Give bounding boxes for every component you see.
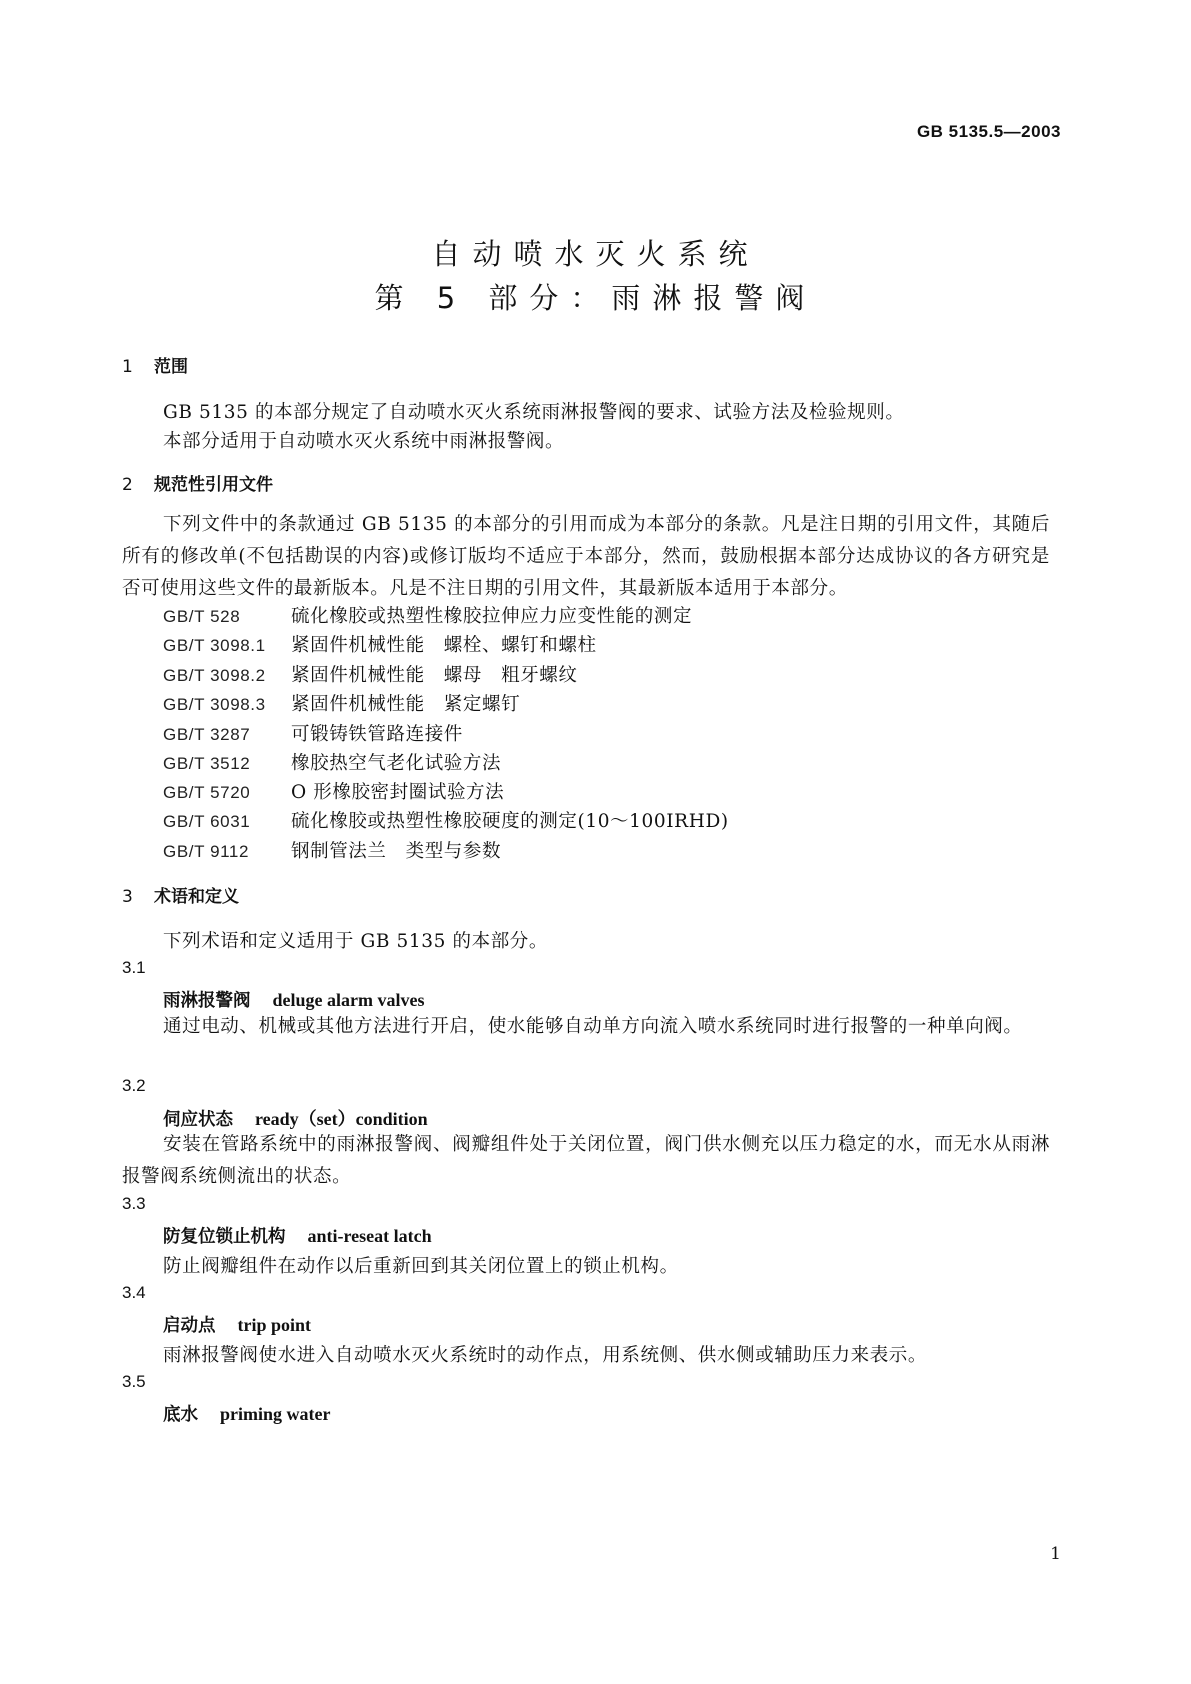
term-definition: 防止阀瓣组件在动作以后重新回到其关闭位置上的锁止机构。 [163,1256,679,1277]
section-3-intro: 下列术语和定义适用于 GB 5135 的本部分。 [163,931,548,952]
clause-number: 3.5 [122,1372,146,1391]
section-number: 1 [122,357,133,377]
term-en: anti-reseat latch [307,1226,432,1246]
reference-title: O 形橡胶密封圈试验方法 [291,782,505,803]
term-zh: 底水 [163,1405,198,1425]
reference-item [163,631,597,657]
reference-title: 紧固件机械性能 紧定螺钉 [291,694,521,715]
reference-title: 紧固件机械性能 螺母 粗牙螺纹 [291,665,578,686]
reference-item [163,778,504,804]
section-title: 范围 [154,357,188,377]
section-2-intro: 下列文件中的条款通过 GB 5135 的本部分的引用而成为本部分的条款。凡是注日期的引用文件，其随后所有的修改单(不包括勘误的内容)或修订版均不适应于本部分，然而，鼓励根据本部分达成协议的各方研究是否可使用这些文件的最新版本。凡是不注日期的引用文件，其最新版本适用于本部分。 [122,514,1050,599]
term-title [163,1105,428,1131]
standard-code: GB 5135.5—2003 [916,122,1061,141]
term-zh: 启动点 [163,1316,216,1336]
reference-code: GB/T 3512 [163,754,251,773]
reference-item [163,602,692,628]
reference-code: GB/T 5720 [163,783,251,802]
reference-code: GB/T 528 [163,607,241,626]
reference-code: GB/T 3098.3 [163,695,266,714]
page-number: 1 [1050,1544,1061,1564]
term-zh: 防复位锁止机构 [163,1227,286,1247]
term-definition: 安装在管路系统中的雨淋报警阀、阀瓣组件处于关闭位置，阀门供水侧充以压力稳定的水，而无水从雨淋报警阀系统侧流出的状态。 [122,1134,1050,1187]
reference-code: GB/T 3098.1 [163,636,266,655]
reference-item [163,807,729,833]
section-title: 术语和定义 [154,887,239,907]
term-zh: 雨淋报警阀 [163,991,251,1011]
term-title [163,1401,330,1426]
section-number: 3 [122,887,133,907]
clause-number: 3.2 [122,1076,146,1095]
reference-code: GB/T 3098.2 [163,666,266,685]
reference-item [163,661,578,687]
term-en: deluge alarm valves [272,990,425,1010]
reference-code: GB/T 3287 [163,725,251,744]
reference-item [163,749,501,775]
clause-number: 3.3 [122,1194,146,1213]
term-title [163,987,424,1012]
reference-title: 紧固件机械性能 螺栓、螺钉和螺柱 [291,635,597,656]
term-definition: 雨淋报警阀使水进入自动喷水灭火系统时的动作点，用系统侧、供水侧或辅助压力来表示。 [163,1345,928,1366]
section-1-paragraph-2: 本部分适用于自动喷水灭火系统中雨淋报警阀。 [163,431,565,452]
reference-item [163,837,501,863]
section-1-paragraph-1: GB 5135 的本部分规定了自动喷水灭火系统雨淋报警阀的要求、试验方法及检验规则。 [163,402,905,423]
section-3-heading [122,882,239,907]
clause-number: 3.1 [122,958,146,977]
section-title: 规范性引用文件 [154,475,273,495]
section-2-heading [122,470,273,495]
reference-title: 可锻铸铁管路连接件 [291,724,463,745]
term-en: trip point [237,1315,312,1335]
document-title-line2: 第 5 部分：雨淋报警阀 [374,281,817,315]
term-zh: 伺应状态 [163,1110,233,1130]
section-1-heading [122,352,188,377]
term-en: priming water [220,1404,331,1424]
reference-code: GB/T 9112 [163,842,250,861]
term-en: ready（set）condition [255,1109,428,1129]
reference-title: 硫化橡胶或热塑性橡胶拉伸应力应变性能的测定 [291,606,693,627]
reference-code: GB/T 6031 [163,812,251,831]
clause-number: 3.4 [122,1283,146,1302]
reference-title: 硫化橡胶或热塑性橡胶硬度的测定(10～100IRHD) [291,811,729,832]
document-title-line1: 自动喷水灭火系统 [431,237,760,271]
reference-item [163,720,463,746]
term-title [163,1312,311,1337]
section-number: 2 [122,475,133,495]
reference-item [163,690,520,716]
term-definition: 通过电动、机械或其他方法进行开启，使水能够自动单方向流入喷水系统同时进行报警的一种单向阀。 [163,1016,1023,1037]
reference-title: 橡胶热空气老化试验方法 [291,753,502,774]
term-title [163,1223,432,1248]
reference-title: 钢制管法兰 类型与参数 [291,841,502,862]
